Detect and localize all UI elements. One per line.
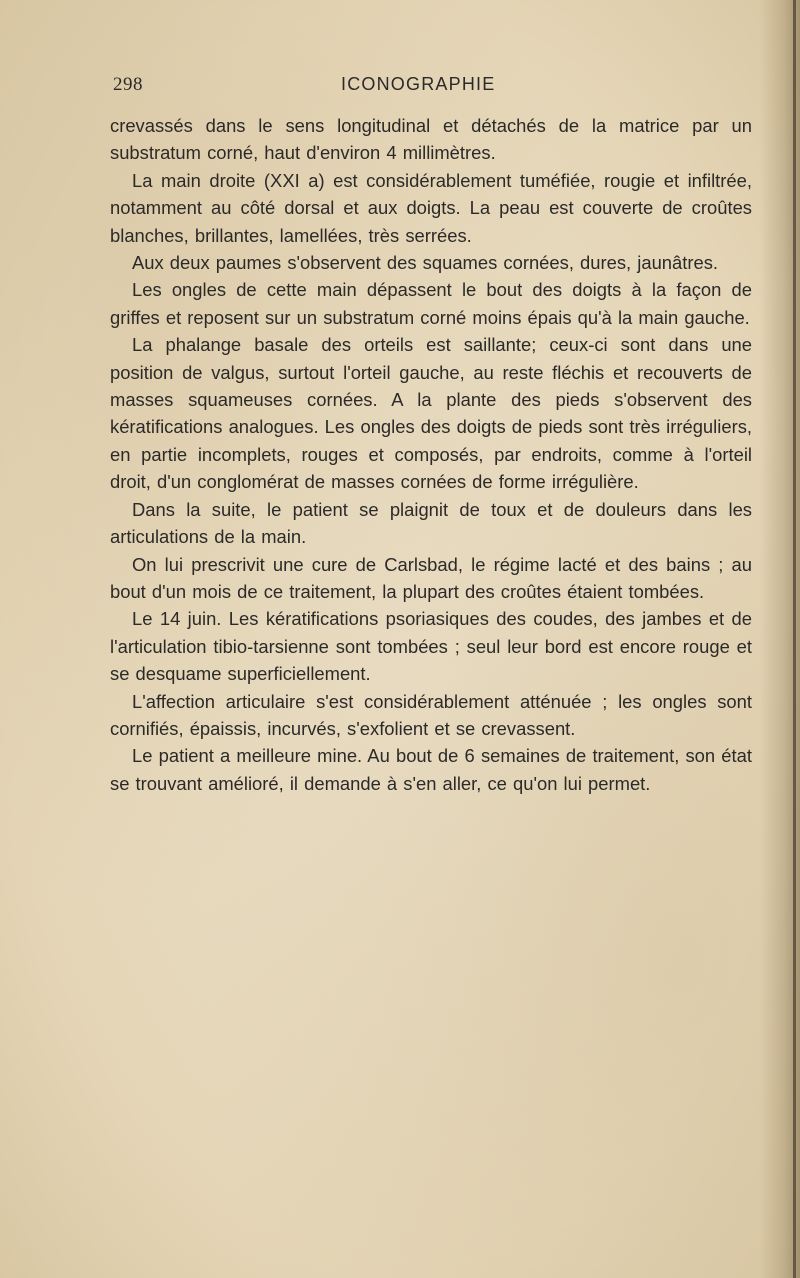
paragraph: Aux deux paumes s'observent des squames cornées, dures, jaunâtres. xyxy=(132,252,719,274)
paragraph: Les ongles de cette main dépassent le bout des doigts à la façon de griffes et reposent sur un substratum corné moins épais qu'à la main gauche. xyxy=(110,279,752,328)
page-number: 298 xyxy=(113,74,143,95)
paragraph: La main droite (XXI a) est considérablement tuméfiée, rougie et infiltrée, notamment au côté dorsal et aux doigts. La peau est couverte de croûtes blanches, brillantes, lamellées, très serrées. xyxy=(110,169,752,246)
body-text xyxy=(110,112,752,797)
paragraph: L'affection articulaire s'est considérablement atténuée ; les ongles sont cornifiés, épaissis, incurvés, s'exfolient et se crevassent. xyxy=(110,690,752,739)
paragraph: La phalange basale des orteils est saillante; ceux-ci sont dans une position de valgus, surtout l'orteil gauche, au reste fléchis et recouverts de masses squameuses cornées. A la plante des pieds s'observent des kératifications analogues. Les ongles des doigts de pieds sont très irréguliers, en partie incomplets, rouges et composés, par endroits, comme à l'orteil droit, d'un conglomérat de masses cornées de forme irrégulière. xyxy=(110,334,752,493)
paragraph: On lui prescrivit une cure de Carlsbad, le régime lacté et des bains ; au bout d'un mois de ce traitement, la plupart des croûtes étaient tombées. xyxy=(110,553,752,602)
page-header xyxy=(113,74,753,104)
page-edge-line xyxy=(793,0,796,1278)
paragraph: Le 14 juin. Les kératifications psoriasiques des coudes, des jambes et de l'articulation tibio-tarsienne sont tombées ; seul leur bord est encore rouge et se desquame superficiellement. xyxy=(110,608,752,685)
running-head: ICONOGRAPHIE xyxy=(341,74,496,94)
paragraph: Dans la suite, le patient se plaignit de toux et de douleurs dans les articulations de la main. xyxy=(110,498,752,548)
paragraph-continuation: crevassés dans le sens longitudinal et détachés de la matrice par un substratum corné, haut d'environ 4 millimètres. xyxy=(110,115,752,164)
paragraph: Le patient a meilleure mine. Au bout de 6 semaines de traitement, son état se trouvant amélioré, il demande à s'en aller, ce qu'on lui permet. xyxy=(110,745,752,794)
